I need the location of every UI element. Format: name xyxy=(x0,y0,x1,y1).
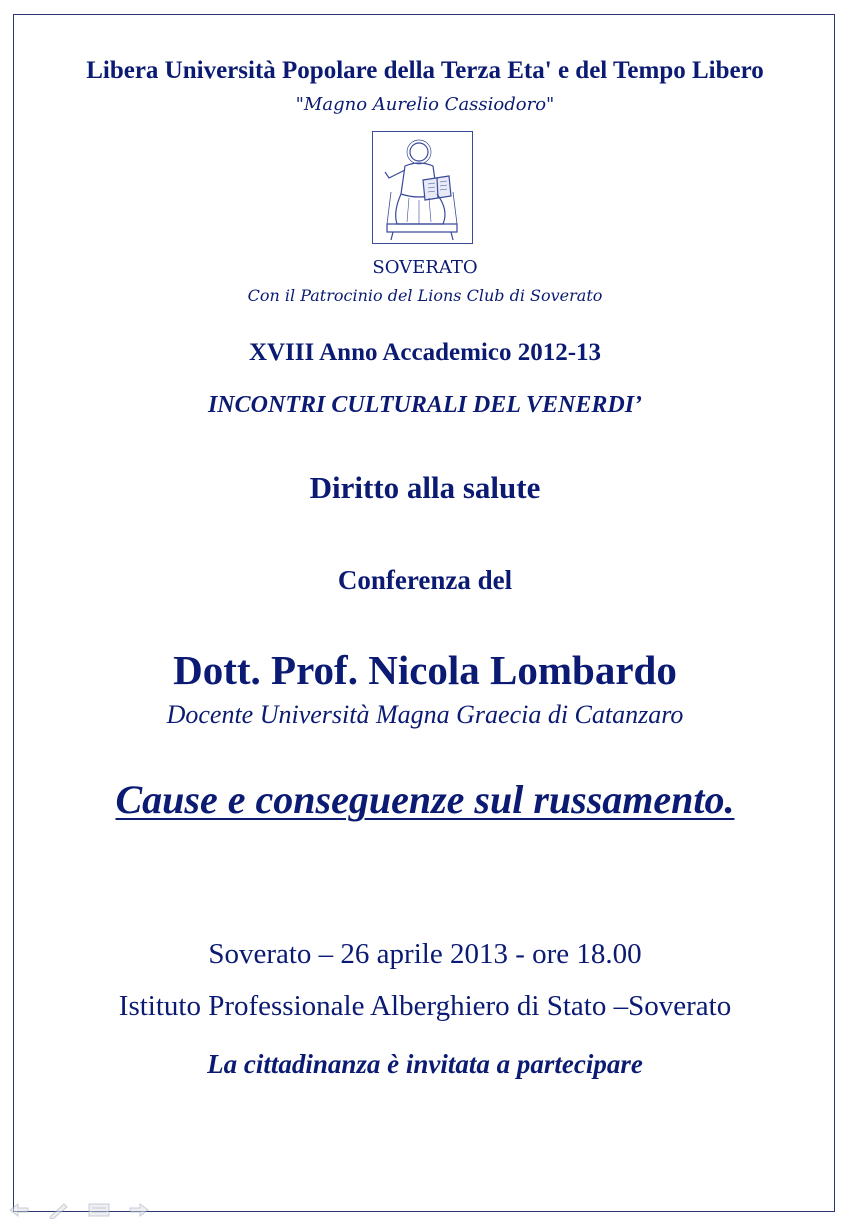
event-venue: Istituto Professionale Alberghiero di Stato –Soverato xyxy=(118,990,732,1022)
organization-name: Libera Università Popolare della Terza Eta' e del Tempo Libero xyxy=(86,57,764,84)
speaker-role: Docente Università Magna Graecia di Catanzaro xyxy=(166,700,684,729)
city-name: SOVERATO xyxy=(372,257,478,278)
prev-slide-icon[interactable] xyxy=(6,1199,32,1221)
conference-intro: Conferenza del xyxy=(337,565,513,595)
invitation-text: La cittadinanza è invitata a partecipare xyxy=(207,1049,643,1079)
event-topic: Diritto alla salute xyxy=(309,470,541,505)
menu-icon[interactable] xyxy=(86,1199,112,1221)
slideshow-toolbar xyxy=(6,1196,152,1224)
speaker-name: Dott. Prof. Nicola Lombardo xyxy=(173,647,677,693)
cassiodoro-logo-icon xyxy=(372,131,473,244)
organization-motto: "Magno Aurelio Cassiodoro" xyxy=(295,94,555,115)
event-series: INCONTRI CULTURALI DEL VENERDI’ xyxy=(207,392,643,418)
conference-subject: Cause e conseguenze sul russamento. xyxy=(115,777,735,822)
next-slide-icon[interactable] xyxy=(126,1199,152,1221)
academic-year: XVIII Anno Accademico 2012-13 xyxy=(248,339,602,366)
event-date-time: Soverato – 26 aprile 2013 - ore 18.00 xyxy=(208,938,642,970)
patronage-text: Con il Patrocinio del Lions Club di Soverato xyxy=(247,286,603,305)
pen-icon[interactable] xyxy=(46,1199,72,1221)
